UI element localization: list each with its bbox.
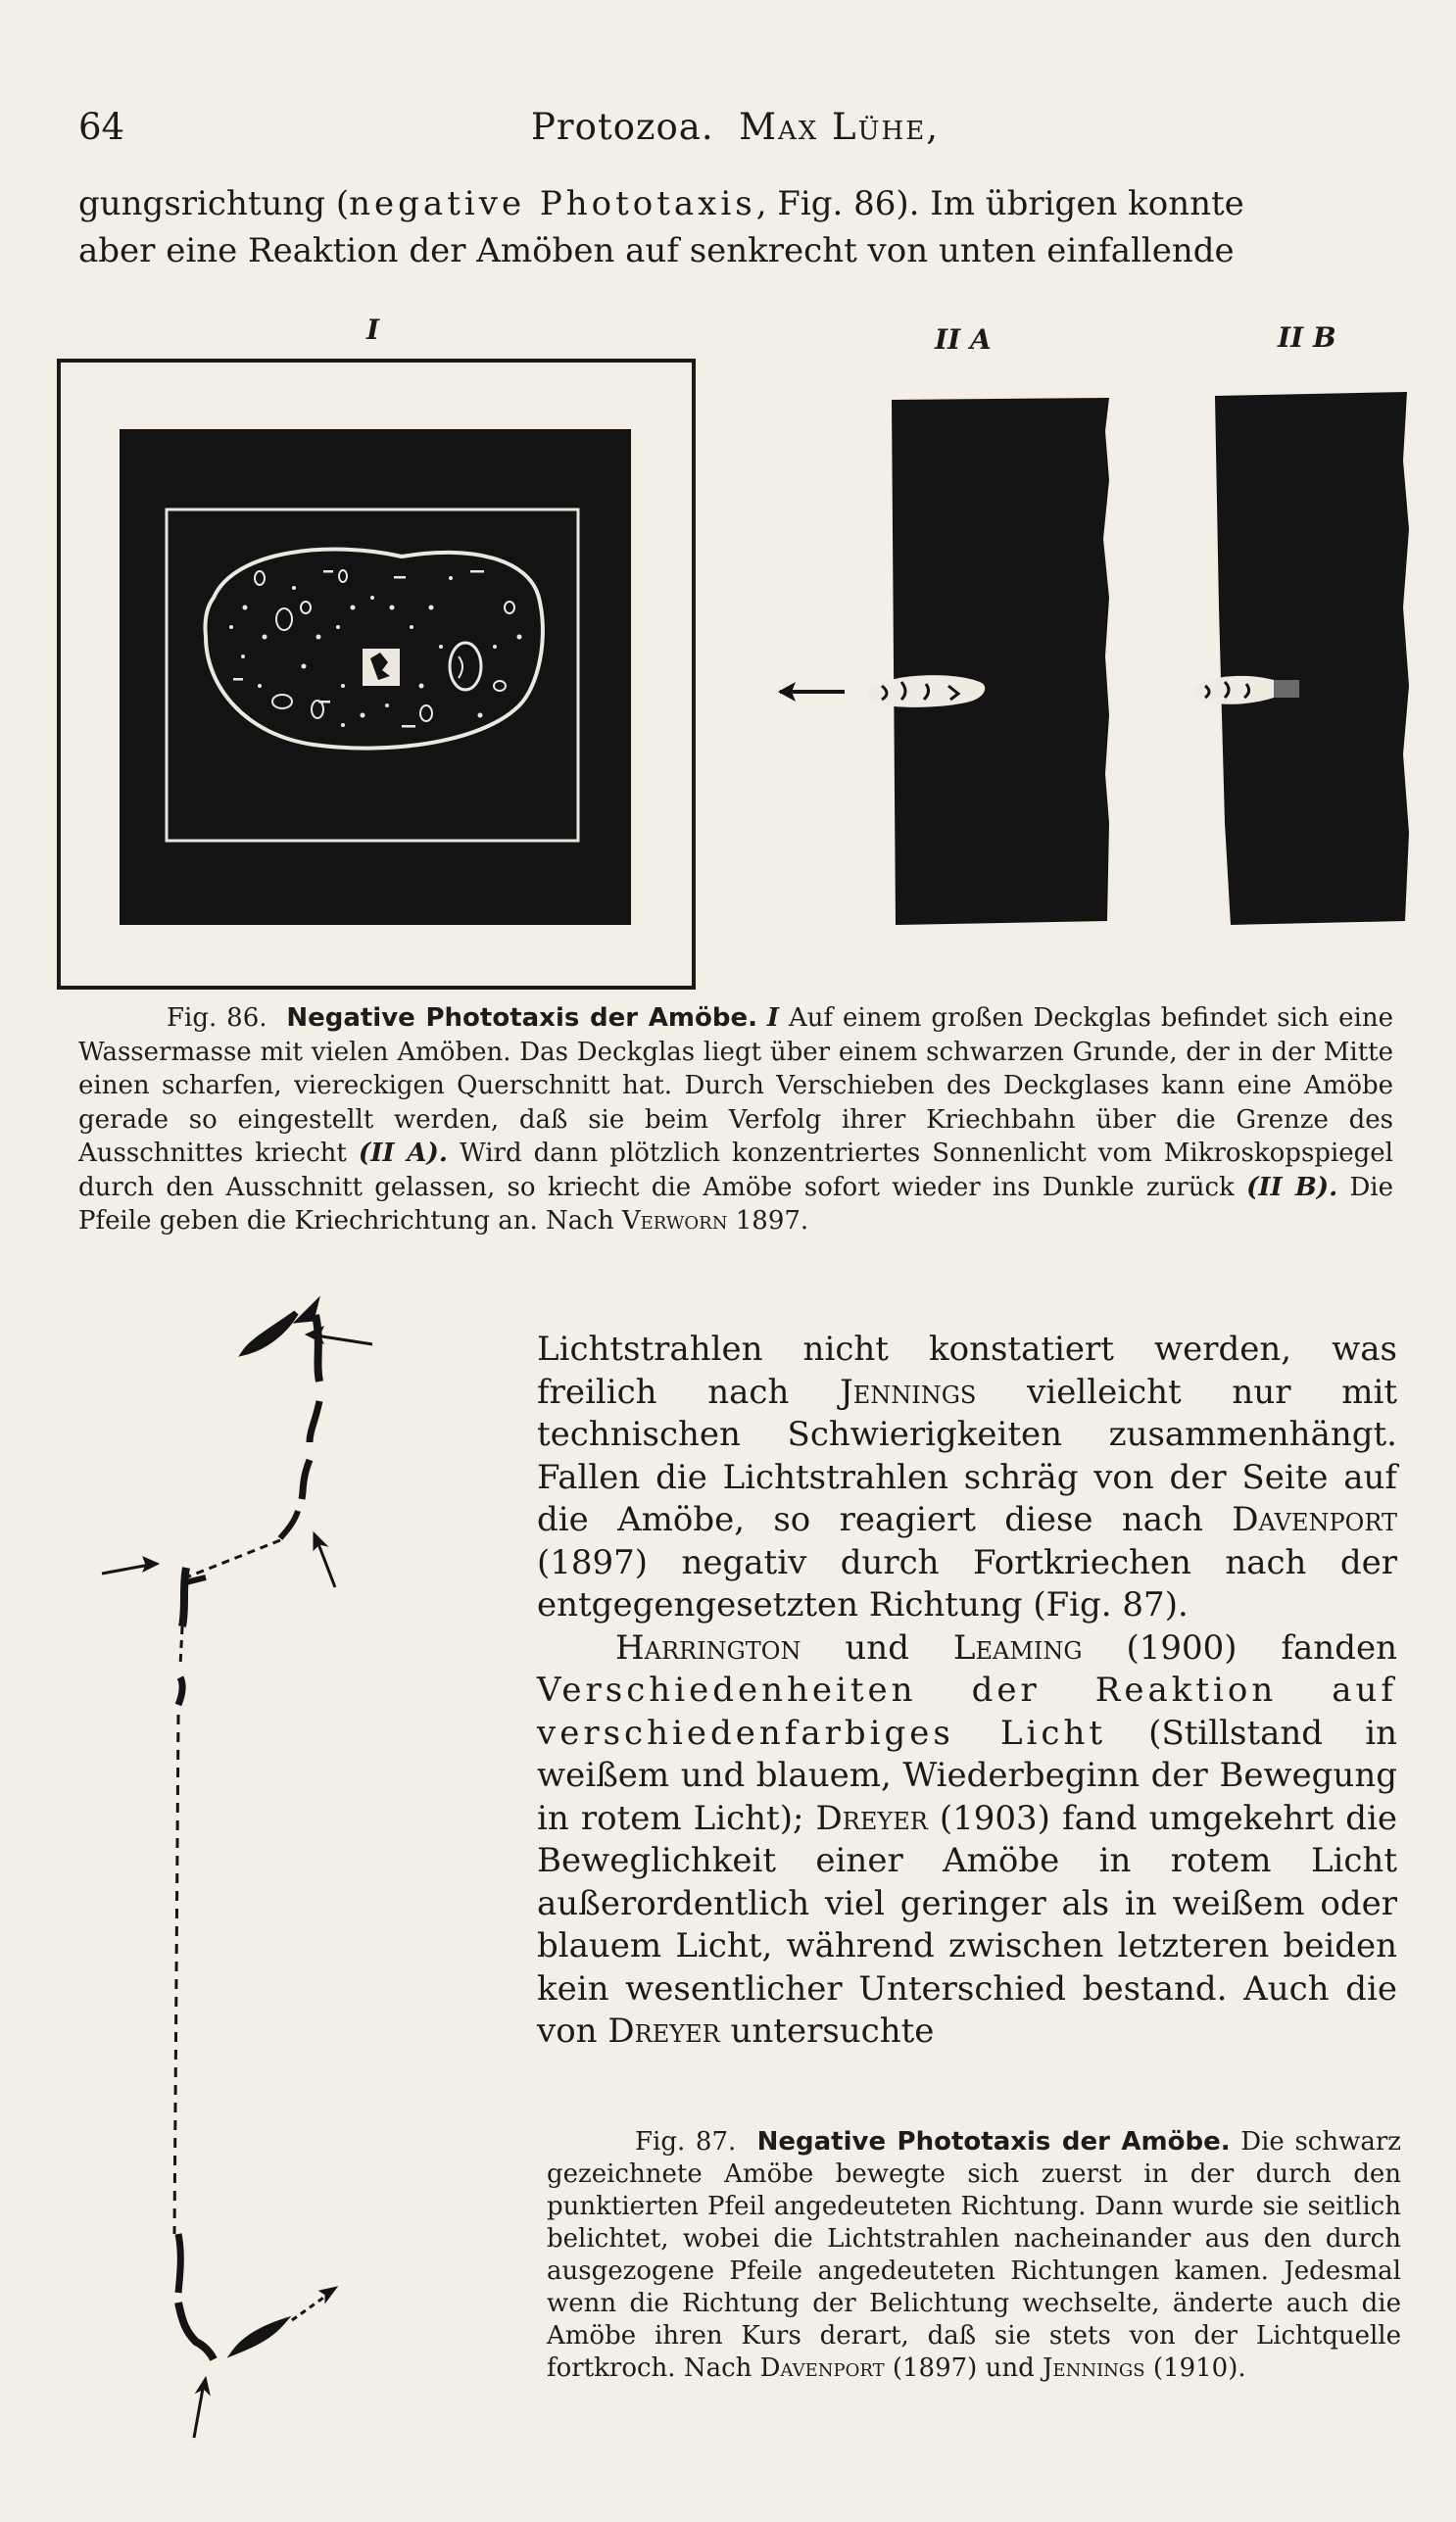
author-name: Max Lühe,: [739, 106, 940, 148]
page-number: 64: [78, 106, 125, 148]
figure-86: [49, 314, 1421, 999]
figure-87-drawing: [88, 1293, 539, 2449]
page-header: [78, 106, 1378, 155]
author-name: Jennings: [840, 1372, 977, 1412]
paragraph-1: Lichtstrahlen nicht konstatiert werden, was freilich nach Jennings vielleicht nur mit technischen Schwierigkeiten zusammenhängt. Fallen die Lichtstrahlen schräg von der Seite auf die Amöbe, so reagiert diese nach Davenport (1897) negativ durch Fortkriechen nach der entgegengesetzten Richtung (Fig. 87).: [537, 1330, 1397, 1625]
running-title: Protozoa. Max Lühe,: [531, 106, 940, 148]
panel-IIB: [1195, 392, 1409, 925]
figure-label-IIB: II B: [1278, 321, 1336, 354]
author-name: Davenport: [1232, 1500, 1397, 1539]
panel-IIA: [778, 398, 1109, 925]
paragraph-2: Harrington und Leaming (1900) fanden Verschiedenheiten der Reaktion auf verschiedenfarbiges Licht (Stillstand in weißem und blauem, Wiederbeginn der Bewegung in rotem Licht); Dreyer (1903) fand umgekehrt die Beweglichkeit einer Amöbe in rotem Licht außerordentlich viel geringer als in weißem oder blauem Licht, während zwischen letzteren beiden kein wesentlicher Unterschied bestand. Auch die von Dreyer untersuchte: [537, 1627, 1397, 2051]
author-name: Jennings: [1043, 2353, 1145, 2383]
author-name: Dreyer: [815, 1798, 928, 1838]
panel-I: [59, 361, 694, 988]
figure-86-drawing: [49, 314, 1421, 999]
author-name: Verworn: [621, 1206, 728, 1236]
figure-87: [88, 1293, 539, 2449]
figure-label-IIA: II A: [935, 323, 992, 356]
author-name: Davenport: [759, 2353, 885, 2383]
spaced-term: negative Phototaxis: [349, 184, 756, 223]
intro-line-2: aber eine Reaktion der Amöben auf senkrecht von unten einfallende: [78, 231, 1235, 270]
author-name: Leaming: [952, 1627, 1083, 1668]
figure-86-caption: Fig. 86. Negative Phototaxis der Amöbe. I Auf einem großen Deckglas befindet sich eine Wassermasse mit vielen Amöben. Das Deckglas liegt über einem schwarzen Grunde, der in der Mitte einen scharfen, viereckigen Querschnitt hat. Durch Verschieben des Deckglases kann eine Amöbe gerade so eingestellt werden, daß sie beim Verfolg ihrer Kriechbahn über die Grenze des Ausschnittes kriecht (II A). Wird dann plötzlich konzentriertes Sonnenlicht vom Mikroskopspiegel durch den Ausschnitt gelassen, so kriecht die Amöbe sofort wieder ins Dunkle zurück (II B). Die Pfeile geben die Kriechrichtung an. Nach Verworn 1897.: [78, 1003, 1394, 1236]
caption-title: Negative Phototaxis der Amöbe.: [756, 2127, 1231, 2157]
caption-title: Negative Phototaxis der Amöbe.: [286, 1003, 757, 1033]
spaced-term: Verschiedenheiten der Reaktion auf verschiedenfarbiges Licht: [537, 1671, 1397, 1753]
intro-line-1: gungsrichtung (negative Phototaxis, Fig. 86). Im übrigen konnte: [78, 184, 1244, 223]
figure-87-caption: Fig. 87. Negative Phototaxis der Amöbe. Die schwarz gezeichnete Amöbe bewegte sich zuerst in der durch den punktierten Pfeil angedeuteten Richtung. Dann wurde sie seitlich belichtet, wobei die Lichtstrahlen nacheinander aus den durch ausgezogene Pfeile angedeuteten Richtungen kamen. Jedesmal wenn die Richtung der Belichtung wechselte, änderte auch die Amöbe ihren Kurs derart, daß sie stets von der Lichtquelle fortkroch. Nach Davenport (1897) und Jennings (1910).: [547, 2127, 1401, 2383]
figure-label-I: I: [366, 314, 380, 346]
author-name: Harrington: [615, 1627, 801, 1668]
author-name: Dreyer: [607, 2012, 720, 2051]
body-text: [537, 1329, 1397, 2054]
